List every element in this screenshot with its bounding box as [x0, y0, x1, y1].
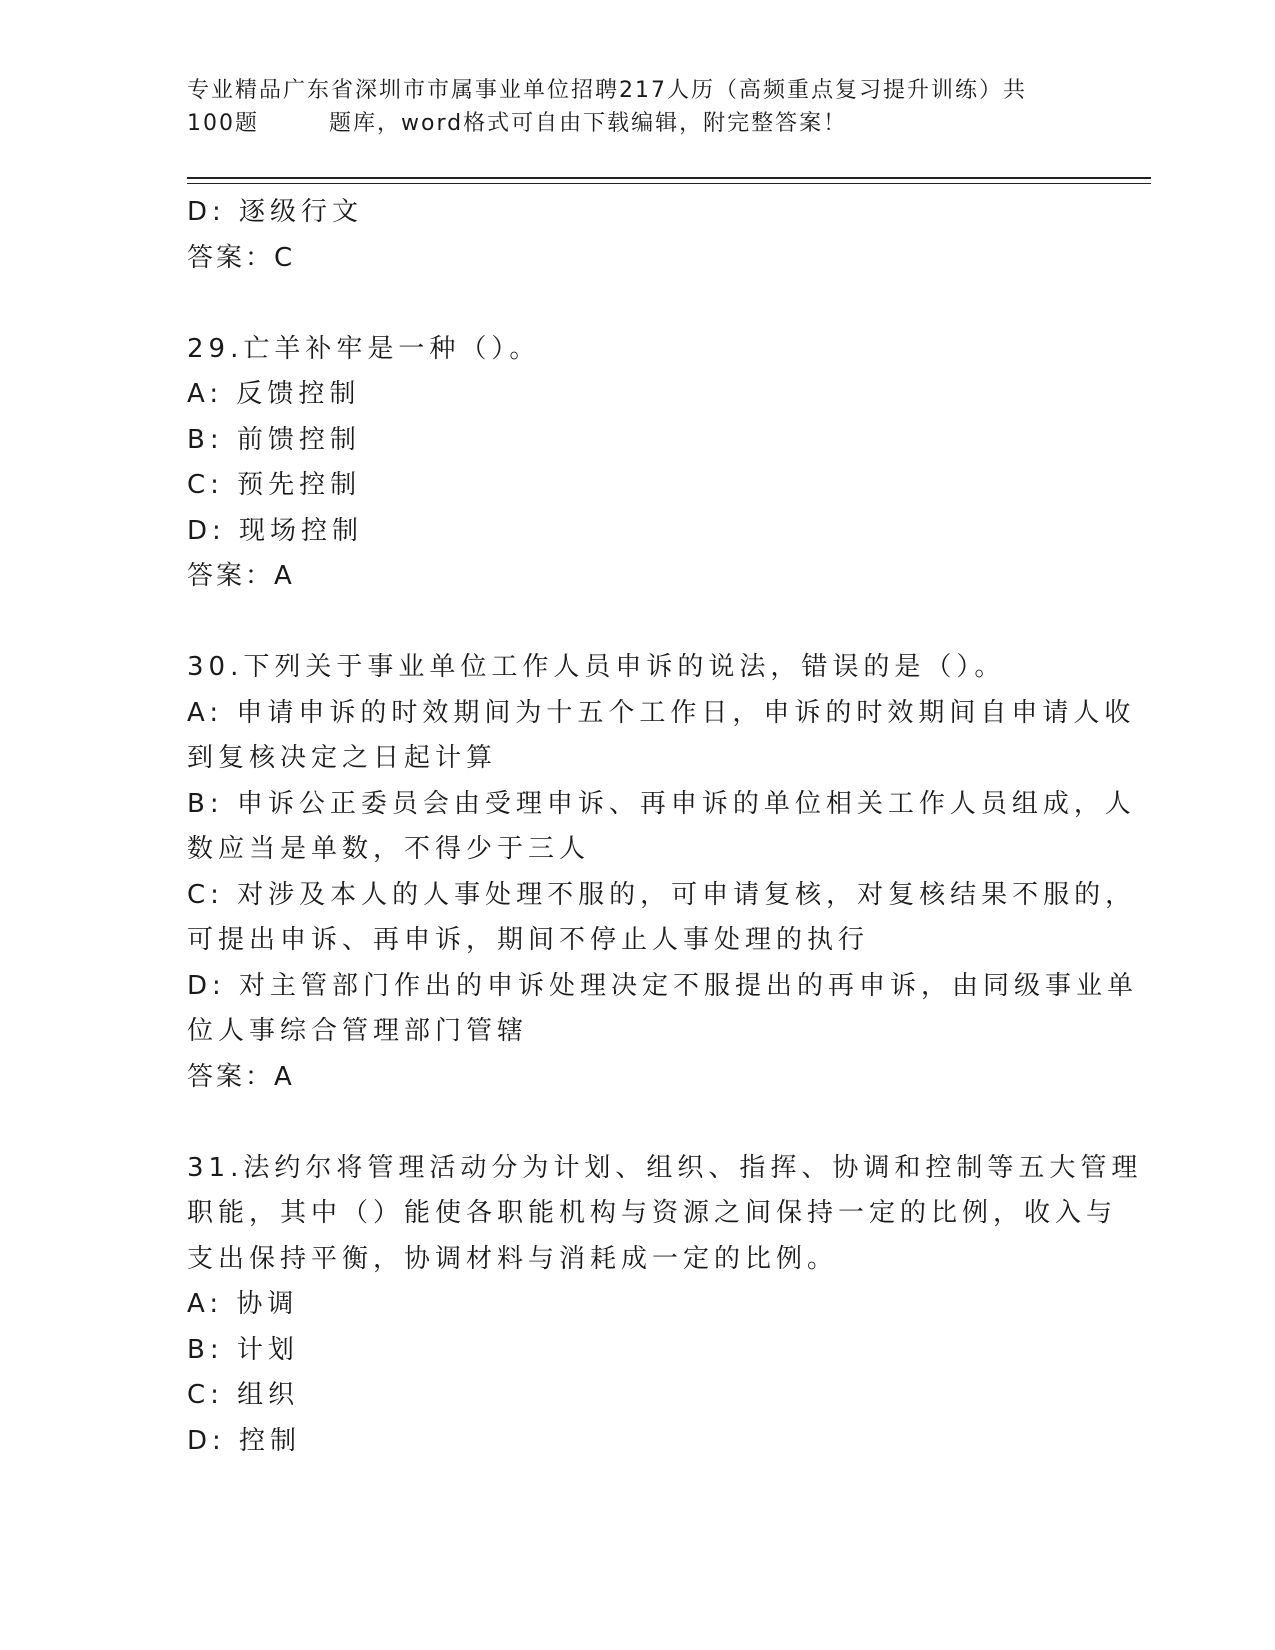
question-29-option-a: A: 反馈控制	[187, 379, 361, 409]
question-29-option-b: B: 前馈控制	[187, 424, 361, 455]
question-29	[187, 327, 1087, 600]
prev-answer: 答案：C	[187, 242, 296, 273]
question-30-option-c: C: 对涉及本人的人事处理不服的，可申请复核，对复核结果不服的，	[187, 879, 1137, 910]
question-30-stem: 30.下列关于事业单位工作人员申诉的说法，错误的是（）。	[187, 652, 1006, 682]
question-31-option-c: C: 组织	[187, 1380, 300, 1410]
header-divider-thick	[187, 177, 1151, 179]
question-31-stem-line3: 支出保持平衡，协调材料与消耗成一定的比例。	[187, 1243, 839, 1274]
question-31-stem-line1: 31.法约尔将管理活动分为计划、组织、指挥、协调和控制等五大管理	[187, 1152, 1143, 1183]
question-29-option-d: D: 现场控制	[187, 515, 364, 546]
header-count: 100题	[187, 111, 259, 136]
question-30-option-c-cont: 可提出申诉、再申诉，期间不停止人事处理的执行	[187, 925, 870, 955]
prev-option-d: D: 逐级行文	[187, 197, 364, 227]
question-31-option-b: B: 计划	[187, 1334, 299, 1365]
question-29-answer: 答案：A	[187, 561, 295, 591]
question-content	[187, 190, 1143, 1464]
question-30	[187, 645, 1139, 1100]
question-30-option-b-cont: 数应当是单数，不得少于三人	[187, 834, 591, 864]
question-31	[187, 1146, 1143, 1465]
question-31-stem-line2: 职能，其中（）能使各职能机构与资源之间保持一定的比例，收入与	[187, 1198, 1118, 1228]
question-30-option-d: D: 对主管部门作出的申诉处理决定不服提出的再申诉，由同级事业单	[187, 970, 1139, 1001]
header-title-line1: 专业精品广东省深圳市市属事业单位招聘217人历（高频重点复习提升训练）共	[187, 78, 1027, 103]
question-30-option-d-cont: 位人事综合管理部门管辖	[187, 1016, 529, 1046]
header-title-line2	[187, 107, 1067, 140]
question-30-option-b: B: 申诉公正委员会由受理申诉、再申诉的单位相关工作人员组成，人	[187, 788, 1136, 819]
question-29-option-c: C: 预先控制	[187, 470, 362, 500]
question-31-option-a: A: 协调	[187, 1289, 299, 1319]
question-30-answer: 答案：A	[187, 1061, 295, 1092]
question-30-option-a-cont: 到复核决定之日起计算	[187, 743, 498, 773]
page-header	[187, 74, 1067, 140]
question-31-option-d: D: 控制	[187, 1425, 302, 1456]
header-divider-thin	[187, 183, 1151, 184]
header-subtitle: 题库，word格式可自由下载编辑，附完整答案！	[329, 111, 848, 136]
question-29-stem: 29.亡羊补牢是一种（）。	[187, 333, 541, 364]
question-30-option-a: A: 申请申诉的时效期间为十五个工作日，申诉的时效期间自申请人收	[187, 697, 1136, 728]
